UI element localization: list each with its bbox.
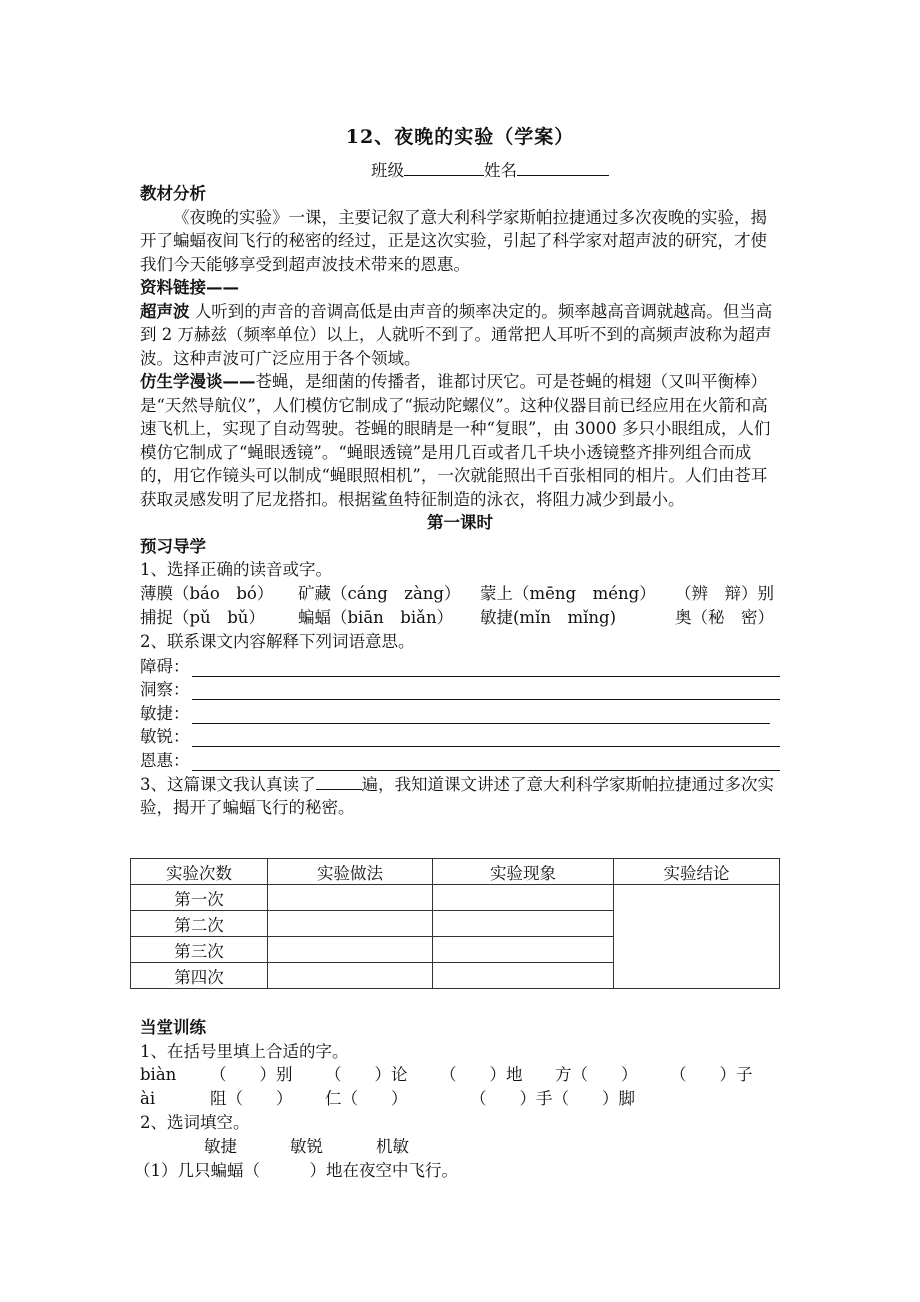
definition-row bbox=[140, 677, 780, 701]
ultrasound-paragraph bbox=[140, 300, 780, 371]
fill-blank[interactable]: 阻（ ） bbox=[210, 1089, 293, 1108]
term-label: 敏捷： bbox=[140, 703, 190, 723]
table-cell[interactable] bbox=[268, 911, 433, 937]
table-cell[interactable] bbox=[268, 937, 433, 963]
pinyin-prompt: ài bbox=[140, 1089, 156, 1108]
choice-item[interactable]: （辨 辩）别 bbox=[675, 583, 774, 603]
fill-blank[interactable]: （ ）手（ ）脚 bbox=[470, 1089, 635, 1108]
q3-text-start: 3、这篇课文我认真读了 bbox=[140, 774, 316, 794]
column-header: 实验现象 bbox=[433, 859, 614, 885]
class-blank[interactable] bbox=[404, 159, 484, 176]
definition-row bbox=[140, 700, 780, 724]
class-label: 班级 bbox=[371, 161, 404, 180]
answer-line[interactable] bbox=[192, 728, 781, 747]
fill-blank[interactable]: 仁（ ） bbox=[325, 1089, 408, 1108]
practice-q1: 1、在括号里填上合适的字。 bbox=[140, 1041, 349, 1061]
definition-row bbox=[140, 653, 780, 677]
lesson-title: 第一课时 bbox=[427, 513, 493, 532]
answer-line[interactable] bbox=[192, 705, 771, 724]
fill-row-1 bbox=[140, 1063, 780, 1087]
preview-q1: 1、选择正确的读音或字。 bbox=[140, 560, 332, 579]
bionics-paragraph bbox=[140, 370, 780, 511]
word-choices bbox=[140, 1135, 780, 1159]
table-cell[interactable] bbox=[268, 963, 433, 989]
q3-text-end: 遍，我知道课文讲述了意大利科学家斯帕拉捷通过多次实验，揭开了蝙蝠飞行的秘密。 bbox=[140, 774, 774, 817]
term-label: 障碍： bbox=[140, 656, 190, 676]
fill-blank[interactable]: 方（ ） bbox=[555, 1065, 638, 1084]
choice-item[interactable]: 矿藏（cáng zàng） bbox=[298, 583, 461, 603]
practice-heading: 当堂训练 bbox=[140, 1018, 206, 1037]
row-label: 第一次 bbox=[131, 885, 268, 911]
table-cell[interactable] bbox=[268, 885, 433, 911]
preview-q2: 2、联系课文内容解释下列词语意思。 bbox=[140, 631, 415, 651]
preview-heading: 预习导学 bbox=[140, 536, 206, 556]
pinyin-row-2 bbox=[140, 606, 780, 630]
definition-row bbox=[140, 747, 780, 771]
sentence-1[interactable]: （1）几只蝙蝠（ ）地在夜空中飞行。 bbox=[134, 1160, 458, 1180]
ultrasound-text: 人听到的声音的音调高低是由声音的频率决定的。频率越高音调就越高。但当高到 2 万赫兹（频率单位）以上，人就听不到了。通常把人耳听不到的高频声波称为超声波。这种声波可广泛应用于各个领域。 bbox=[140, 301, 773, 368]
row-label: 第二次 bbox=[131, 911, 268, 937]
column-header: 实验次数 bbox=[131, 859, 268, 885]
term-label: 洞察： bbox=[140, 680, 190, 699]
fill-blank[interactable]: （ ）地 bbox=[440, 1065, 523, 1084]
definition-row bbox=[140, 724, 780, 748]
choice-item[interactable]: 奥（秘 密） bbox=[675, 607, 774, 627]
choice-item[interactable]: 薄膜（báo bó） bbox=[140, 583, 274, 603]
preview-q3 bbox=[140, 773, 780, 820]
table-row bbox=[131, 885, 780, 911]
experiment-table bbox=[130, 858, 780, 989]
choice-item[interactable]: 捕捉（pǔ bǔ） bbox=[140, 607, 265, 627]
practice-q2: 2、选词填空。 bbox=[140, 1113, 250, 1132]
choice-item[interactable]: 蝙蝠（biān biǎn） bbox=[298, 607, 454, 627]
table-cell[interactable] bbox=[433, 963, 614, 989]
column-header: 实验结论 bbox=[614, 859, 780, 885]
fill-blank[interactable]: （ ）别 bbox=[210, 1065, 293, 1084]
term-label: 恩惠： bbox=[140, 750, 190, 770]
ultrasound-label: 超声波 bbox=[140, 301, 190, 321]
answer-line[interactable] bbox=[192, 752, 781, 771]
column-header: 实验做法 bbox=[268, 859, 433, 885]
material-heading: 教材分析 bbox=[140, 184, 206, 203]
word-choice: 机敏 bbox=[376, 1136, 409, 1156]
table-cell[interactable] bbox=[433, 911, 614, 937]
practice-section bbox=[134, 1016, 780, 1182]
conclusion-cell[interactable] bbox=[614, 885, 780, 989]
bionics-label: 仿生学漫谈—— bbox=[140, 372, 256, 391]
name-label: 姓名 bbox=[484, 161, 517, 180]
class-name-line bbox=[200, 159, 780, 182]
table-header-row bbox=[131, 859, 780, 885]
table-cell[interactable] bbox=[433, 885, 614, 911]
material-body: 《夜晚的实验》一课，主要记叙了意大利科学家斯帕拉捷通过多次夜晚的实验，揭开了蝙蝠夜间飞行的秘密的经过，正是这次实验，引起了科学家对超声波的研究，才使我们今天能够享受到超声波技术带来的恩惠。 bbox=[140, 207, 767, 274]
bionics-text: 苍蝇，是细菌的传播者，谁都讨厌它。可是苍蝇的楫翅（又叫平衡棒）是“天然导航仪”，人们模仿它制成了“振动陀螺仪”。这种仪器目前已经应用在火箭和高速飞机上，实现了自动驾驶。苍蝇的眼睛是一种“复眼”，由 3000 多只小眼组成，人们模仿它制成了“蝇眼透镜”。“蝇眼透镜”是用几百或者几千块小透镜整齐排列组合而成的，用它作镜头可以制成“蝇眼照相机”，一次就能照出千百张相同的相片。人们由苍耳获取灵感发明了尼龙搭扣。根据鲨鱼特征制造的泳衣，将阻力减少到最小。 bbox=[140, 372, 771, 509]
links-heading: 资料链接—— bbox=[140, 278, 239, 297]
answer-line[interactable] bbox=[192, 681, 781, 700]
name-blank[interactable] bbox=[517, 159, 609, 176]
pinyin-row-1 bbox=[140, 582, 780, 606]
term-label: 敏锐： bbox=[140, 727, 190, 746]
answer-line[interactable] bbox=[192, 658, 781, 677]
row-label: 第四次 bbox=[131, 963, 268, 989]
fill-blank[interactable]: （ ）论 bbox=[325, 1065, 408, 1084]
row-label: 第三次 bbox=[131, 937, 268, 963]
word-choice: 敏捷 bbox=[204, 1136, 237, 1156]
page-title: 12、夜晚的实验（学案） bbox=[345, 126, 575, 148]
pinyin-prompt: biàn bbox=[140, 1065, 177, 1084]
choice-item[interactable]: 蒙上（mēng méng） bbox=[480, 583, 656, 603]
word-choice: 敏锐 bbox=[290, 1136, 323, 1156]
fill-row-2 bbox=[140, 1087, 780, 1111]
read-count-blank[interactable] bbox=[316, 773, 362, 790]
choice-item[interactable]: 敏捷(mǐn mǐng) bbox=[480, 607, 617, 627]
fill-blank[interactable]: （ ）子 bbox=[670, 1065, 753, 1084]
worksheet bbox=[140, 122, 780, 820]
table-cell[interactable] bbox=[433, 937, 614, 963]
